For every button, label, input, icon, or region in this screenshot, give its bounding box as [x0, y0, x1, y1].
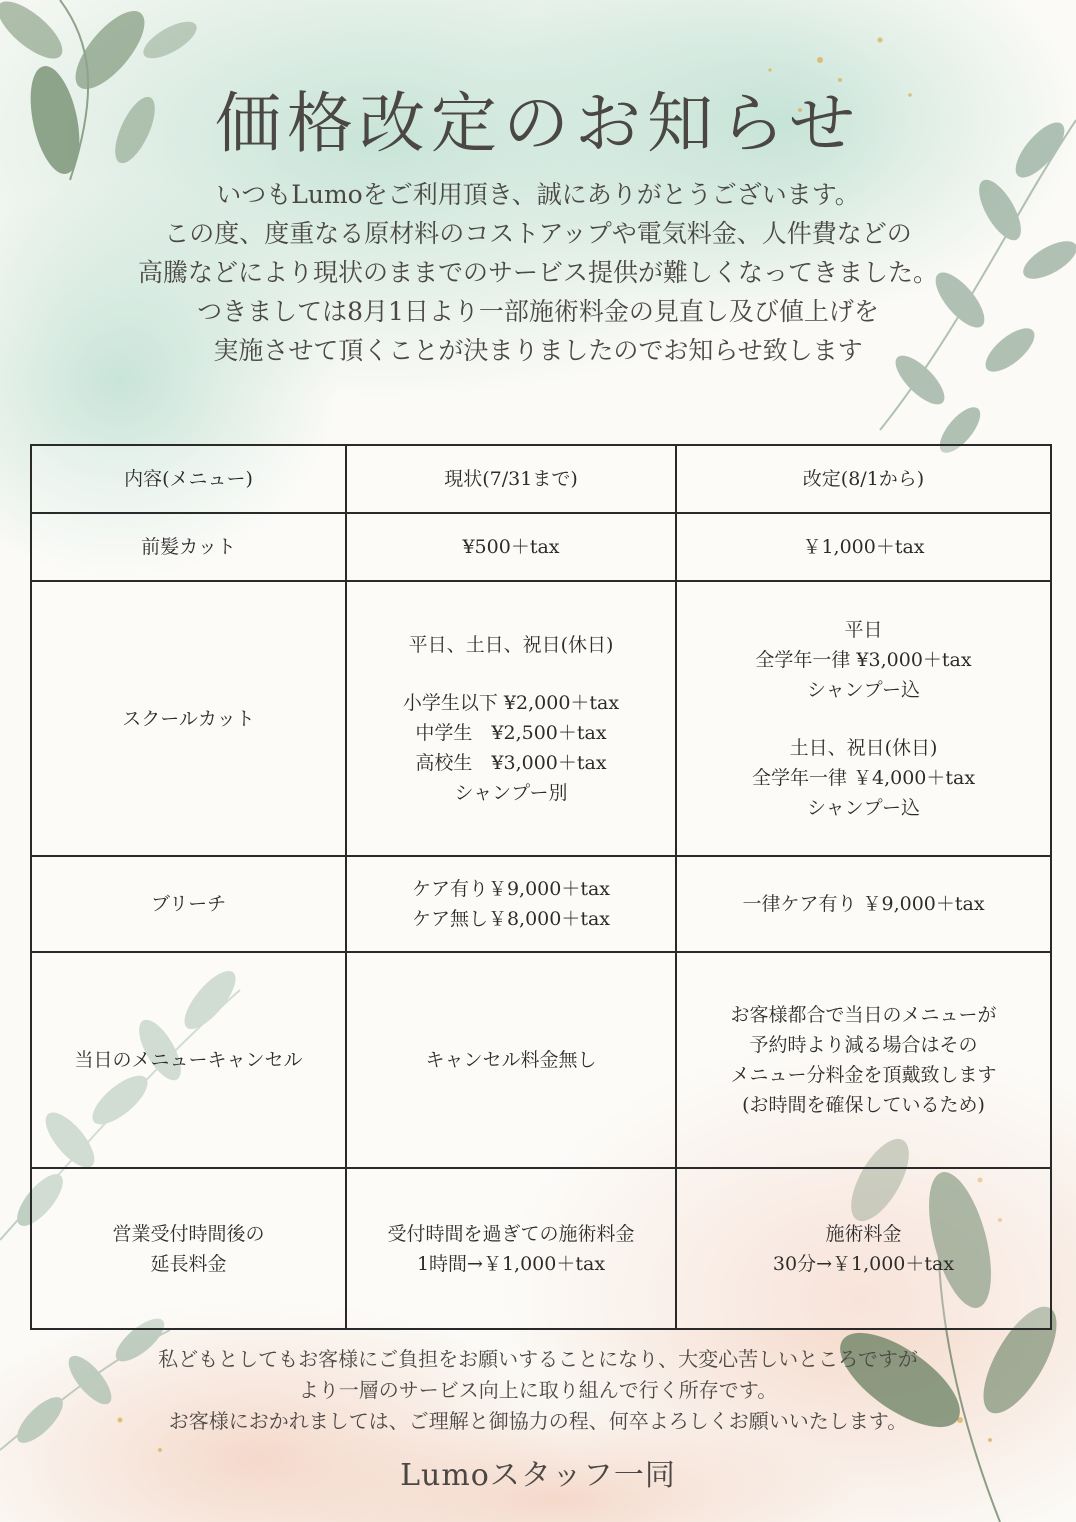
cell-line: 全学年一律 ￥4,000＋tax — [751, 766, 976, 789]
cell-line: お客様都合で当日のメニューが — [730, 1004, 997, 1026]
cell-spacer — [353, 660, 669, 688]
cell-line: シャンプー別 — [454, 781, 568, 804]
revised-price-cell — [676, 856, 1051, 952]
table-row — [31, 952, 1051, 1168]
revised-price-cell — [676, 581, 1051, 856]
cell-line: ブリーチ — [150, 893, 227, 915]
cell-line: キャンセル料金無し — [425, 1049, 597, 1071]
closing-line: お客様におかれましては、ご理解と御協力の程、何卒よろしくお願いいたします。 — [168, 1409, 908, 1433]
current-price-cell — [346, 856, 676, 952]
cell-line: 全学年一律 ¥3,000＋tax — [755, 648, 972, 671]
cell-line: 平日 — [844, 618, 883, 641]
cell-line: 一律ケア有り ￥9,000＋tax — [742, 893, 985, 915]
cell-line: ¥500＋tax — [462, 536, 560, 558]
revised-price-cell — [676, 1168, 1051, 1329]
intro-line: 実施させて頂くことが決まりましたのでお知らせ致します — [213, 336, 863, 365]
intro-message — [0, 175, 1076, 370]
page-title: 価格改定のお知らせ — [214, 85, 862, 162]
cell-line: 受付時間を過ぎての施術料金 — [387, 1222, 635, 1245]
table-header-row — [31, 445, 1051, 513]
cell-line: シャンプー込 — [806, 796, 921, 819]
cell-line: シャンプー込 — [806, 678, 921, 701]
cell-line: 高校生 ¥3,000＋tax — [415, 751, 607, 774]
cell-line: 平日、土日、祝日(休日) — [408, 633, 614, 656]
cell-line: ￥1,000＋tax — [802, 536, 925, 558]
menu-cell — [31, 581, 346, 856]
header-revised: 改定(8/1から) — [676, 445, 1051, 513]
intro-line: 高騰などにより現状のままでのサービス提供が難しくなってきました。 — [137, 258, 938, 287]
cell-line: 延長料金 — [150, 1252, 227, 1275]
closing-line: より一層のサービス向上に取り組んで行く所存です。 — [298, 1378, 778, 1402]
cell-line: 前髪カット — [141, 536, 236, 558]
cell-line: 小学生以下 ¥2,000＋tax — [402, 691, 620, 714]
cell-line: 予約時より減る場合はその — [749, 1034, 978, 1056]
staff-signature: Lumoスタッフ一同 — [400, 1458, 676, 1493]
cell-line: メニュー分料金を頂戴致します — [730, 1064, 997, 1086]
current-price-cell — [346, 952, 676, 1168]
cell-spacer — [683, 705, 1044, 733]
price-table — [30, 444, 1052, 1330]
intro-line: いつもLumoをご利用頂き、誠にありがとうございます。 — [216, 180, 860, 209]
menu-cell — [31, 513, 346, 581]
closing-line: 私どもとしてもお客様にご負担をお願いすることになり、大変心苦しいところですが — [158, 1347, 918, 1371]
cell-line: 当日のメニューキャンセル — [74, 1049, 303, 1071]
current-price-cell — [346, 1168, 676, 1329]
header-current: 現状(7/31まで) — [346, 445, 676, 513]
header-menu: 内容(メニュー) — [31, 445, 346, 513]
cell-line: 中学生 ¥2,500＋tax — [415, 721, 607, 744]
table-row — [31, 1168, 1051, 1329]
cell-line: 30分→￥1,000＋tax — [772, 1252, 955, 1275]
table-row — [31, 856, 1051, 952]
cell-line: 1時間→￥1,000＋tax — [416, 1252, 606, 1275]
cell-line: ケア無し￥8,000＋tax — [411, 908, 611, 930]
table-row — [31, 581, 1051, 856]
current-price-cell — [346, 581, 676, 856]
cell-line: (お時間を確保しているため) — [742, 1094, 985, 1116]
table-row — [31, 513, 1051, 581]
cell-line: スクールカット — [122, 707, 255, 730]
closing-message — [0, 1344, 1076, 1437]
menu-cell — [31, 952, 346, 1168]
cell-line: 施術料金 — [825, 1222, 902, 1245]
revised-price-cell — [676, 513, 1051, 581]
cell-line: 土日、祝日(休日) — [789, 736, 938, 759]
cell-line: ケア有り￥9,000＋tax — [411, 878, 611, 900]
intro-line: この度、度重なる原材料のコストアップや電気料金、人件費などの — [164, 219, 912, 248]
current-price-cell — [346, 513, 676, 581]
menu-cell — [31, 856, 346, 952]
cell-line: 営業受付時間後の — [112, 1222, 265, 1245]
revised-price-cell — [676, 952, 1051, 1168]
menu-cell — [31, 1168, 346, 1329]
intro-line: つきましては8月1日より一部施術料金の見直し及び値上げを — [197, 297, 879, 326]
